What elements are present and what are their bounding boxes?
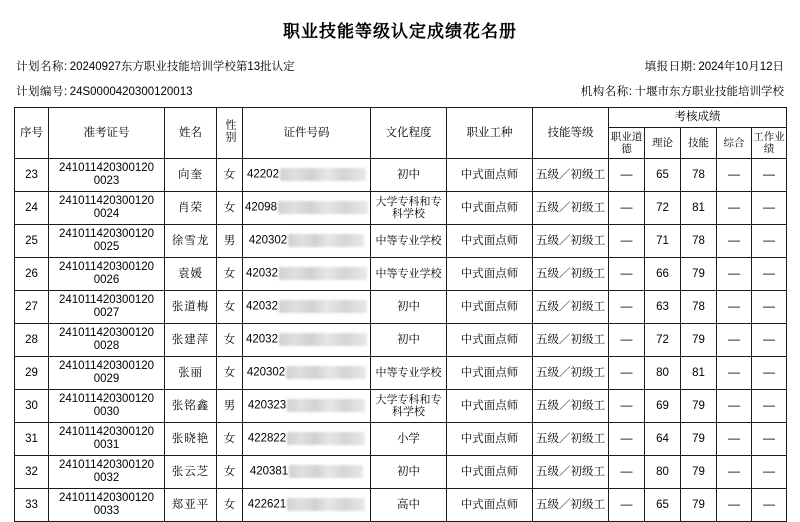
cell-seq: 25 — [15, 225, 49, 258]
table-row — [15, 456, 787, 489]
cell-education: 大学专科和专科学校 — [371, 390, 447, 423]
cell-seq: 29 — [15, 357, 49, 390]
cell-gender: 女 — [217, 258, 243, 291]
cell-id-number — [243, 291, 371, 324]
col-score-ethics — [609, 128, 645, 159]
cell-name: 张云芝 — [165, 456, 217, 489]
cell-score-skill: 78 — [681, 159, 717, 192]
cell-score-skill: 79 — [681, 258, 717, 291]
cell-score-skill: 79 — [681, 456, 717, 489]
col-gender-label: 性别 — [224, 119, 236, 144]
cell-score-performance: — — [752, 258, 787, 291]
cell-exam-no: 241011420300120 0033 — [49, 489, 165, 522]
cell-score-comprehensive: — — [717, 390, 752, 423]
cell-id-number — [243, 456, 371, 489]
cell-exam-no: 241011420300120 0028 — [49, 324, 165, 357]
cell-skill-level: 五级／初级工 — [533, 456, 609, 489]
id-number-prefix: 42202 — [247, 169, 279, 181]
id-number-prefix: 42032 — [246, 334, 278, 346]
cell-score-ethics: — — [609, 390, 645, 423]
org-name-value: 十堰市东方职业技能培训学校 — [634, 86, 784, 98]
cell-score-comprehensive: — — [717, 423, 752, 456]
table-row — [15, 357, 787, 390]
col-score-ethics-label: 职业道德 — [610, 131, 643, 156]
cell-score-theory: 65 — [645, 159, 681, 192]
cell-education: 中等专业学校 — [371, 225, 447, 258]
cell-exam-no: 241011420300120 0024 — [49, 192, 165, 225]
cell-score-performance: — — [752, 456, 787, 489]
col-gender — [217, 108, 243, 159]
cell-name: 徐雪龙 — [165, 225, 217, 258]
cell-id-number — [243, 192, 371, 225]
col-occupation: 职业工种 — [447, 108, 533, 159]
id-number-prefix: 420323 — [247, 400, 287, 412]
cell-score-skill: 81 — [681, 192, 717, 225]
cell-id-number — [243, 324, 371, 357]
cell-gender: 女 — [217, 489, 243, 522]
cell-skill-level: 五级／初级工 — [533, 489, 609, 522]
cell-occupation: 中式面点师 — [447, 324, 533, 357]
cell-score-comprehensive: — — [717, 456, 752, 489]
cell-score-comprehensive: — — [717, 291, 752, 324]
cell-score-skill: 79 — [681, 324, 717, 357]
cell-gender: 男 — [217, 225, 243, 258]
cell-score-comprehensive: — — [717, 357, 752, 390]
roster-table — [14, 107, 787, 522]
id-number-redacted — [286, 366, 366, 379]
cell-score-performance: — — [752, 357, 787, 390]
cell-seq: 33 — [15, 489, 49, 522]
cell-score-performance: — — [752, 225, 787, 258]
id-number-redacted — [287, 498, 365, 511]
report-date — [645, 58, 784, 74]
cell-score-ethics: — — [609, 456, 645, 489]
col-seq: 序号 — [15, 108, 49, 159]
table-row — [15, 291, 787, 324]
cell-occupation: 中式面点师 — [447, 357, 533, 390]
id-number-prefix: 42032 — [246, 301, 278, 313]
cell-score-theory: 64 — [645, 423, 681, 456]
cell-name: 张晓艳 — [165, 423, 217, 456]
cell-education: 初中 — [371, 324, 447, 357]
cell-score-ethics: — — [609, 291, 645, 324]
id-number-prefix: 422621 — [247, 499, 287, 511]
meta-row-code — [16, 83, 784, 99]
col-score-skill: 技能 — [681, 128, 717, 159]
cell-score-comprehensive: — — [717, 489, 752, 522]
id-number-redacted — [287, 432, 365, 445]
cell-seq: 28 — [15, 324, 49, 357]
col-education: 文化程度 — [371, 108, 447, 159]
cell-id-number — [243, 225, 371, 258]
cell-education: 初中 — [371, 291, 447, 324]
cell-score-performance: — — [752, 291, 787, 324]
cell-score-theory: 71 — [645, 225, 681, 258]
id-number-prefix: 42098 — [245, 202, 277, 214]
report-date-value: 2024年10月12日 — [698, 61, 784, 73]
cell-exam-no: 241011420300120 0023 — [49, 159, 165, 192]
id-number-redacted — [287, 399, 365, 412]
id-number-prefix: 420302 — [246, 367, 286, 379]
col-score-comprehensive: 综合 — [717, 128, 752, 159]
cell-score-theory: 80 — [645, 456, 681, 489]
cell-score-theory: 69 — [645, 390, 681, 423]
cell-skill-level: 五级／初级工 — [533, 258, 609, 291]
plan-name-label: 计划名称: — [16, 61, 68, 73]
cell-skill-level: 五级／初级工 — [533, 390, 609, 423]
cell-name: 张道梅 — [165, 291, 217, 324]
cell-score-ethics: — — [609, 225, 645, 258]
cell-occupation: 中式面点师 — [447, 489, 533, 522]
cell-gender: 女 — [217, 423, 243, 456]
cell-occupation: 中式面点师 — [447, 456, 533, 489]
col-score-performance — [752, 128, 787, 159]
cell-skill-level: 五级／初级工 — [533, 192, 609, 225]
cell-education: 中等专业学校 — [371, 258, 447, 291]
id-number-prefix: 420302 — [248, 235, 288, 247]
cell-skill-level: 五级／初级工 — [533, 159, 609, 192]
id-number-redacted — [288, 234, 364, 247]
cell-score-comprehensive: — — [717, 225, 752, 258]
cell-score-theory: 72 — [645, 192, 681, 225]
document-page — [0, 17, 800, 518]
cell-gender: 女 — [217, 192, 243, 225]
cell-score-skill: 78 — [681, 291, 717, 324]
cell-score-ethics: — — [609, 159, 645, 192]
table-row — [15, 489, 787, 522]
cell-education: 初中 — [371, 456, 447, 489]
cell-id-number — [243, 390, 371, 423]
cell-occupation: 中式面点师 — [447, 291, 533, 324]
table-row — [15, 390, 787, 423]
cell-score-skill: 79 — [681, 489, 717, 522]
cell-score-theory: 72 — [645, 324, 681, 357]
cell-score-ethics: — — [609, 357, 645, 390]
cell-id-number — [243, 258, 371, 291]
cell-skill-level: 五级／初级工 — [533, 225, 609, 258]
cell-occupation: 中式面点师 — [447, 192, 533, 225]
cell-skill-level: 五级／初级工 — [533, 324, 609, 357]
col-name: 姓名 — [165, 108, 217, 159]
cell-name: 张铭鑫 — [165, 390, 217, 423]
cell-score-comprehensive: — — [717, 159, 752, 192]
cell-score-theory: 65 — [645, 489, 681, 522]
cell-score-performance: — — [752, 324, 787, 357]
cell-seq: 27 — [15, 291, 49, 324]
plan-code-value: 24S0000420300120013 — [69, 86, 193, 98]
cell-occupation: 中式面点师 — [447, 423, 533, 456]
cell-score-performance: — — [752, 489, 787, 522]
cell-gender: 女 — [217, 324, 243, 357]
cell-score-skill: 79 — [681, 423, 717, 456]
col-exam-scores: 考核成绩 — [609, 108, 787, 128]
cell-exam-no: 241011420300120 0026 — [49, 258, 165, 291]
cell-occupation: 中式面点师 — [447, 258, 533, 291]
cell-score-comprehensive: — — [717, 258, 752, 291]
cell-exam-no: 241011420300120 0032 — [49, 456, 165, 489]
cell-education: 高中 — [371, 489, 447, 522]
cell-seq: 24 — [15, 192, 49, 225]
cell-id-number — [243, 423, 371, 456]
report-date-label: 填报日期: — [644, 61, 697, 73]
cell-gender: 女 — [217, 159, 243, 192]
cell-exam-no: 241011420300120 0031 — [49, 423, 165, 456]
cell-score-theory: 63 — [645, 291, 681, 324]
cell-occupation: 中式面点师 — [447, 225, 533, 258]
cell-score-performance: — — [752, 423, 787, 456]
cell-name: 袁媛 — [165, 258, 217, 291]
cell-name: 向奎 — [165, 159, 217, 192]
cell-seq: 32 — [15, 456, 49, 489]
cell-score-ethics: — — [609, 423, 645, 456]
table-body — [15, 159, 787, 522]
table-row — [15, 324, 787, 357]
id-number-redacted — [289, 465, 363, 478]
cell-name: 张建萍 — [165, 324, 217, 357]
cell-gender: 女 — [217, 456, 243, 489]
table-header — [15, 108, 787, 159]
plan-name-value: 20240927东方职业技能培训学校第13批认定 — [69, 61, 295, 73]
cell-score-comprehensive: — — [717, 192, 752, 225]
col-score-theory: 理论 — [645, 128, 681, 159]
table-row — [15, 225, 787, 258]
id-number-redacted — [279, 333, 367, 346]
table-row — [15, 159, 787, 192]
cell-exam-no: 241011420300120 0027 — [49, 291, 165, 324]
col-score-performance-label: 工作业绩 — [753, 131, 785, 156]
plan-code — [16, 83, 193, 99]
page-title: 职业技能等级认定成绩花名册 — [283, 22, 517, 41]
cell-seq: 23 — [15, 159, 49, 192]
cell-education: 中等专业学校 — [371, 357, 447, 390]
cell-score-ethics: — — [609, 258, 645, 291]
cell-id-number — [243, 489, 371, 522]
cell-seq: 30 — [15, 390, 49, 423]
cell-gender: 女 — [217, 291, 243, 324]
cell-skill-level: 五级／初级工 — [533, 423, 609, 456]
plan-code-label: 计划编号: — [16, 86, 68, 98]
id-number-redacted — [280, 168, 366, 181]
cell-score-performance: — — [752, 159, 787, 192]
cell-gender: 男 — [217, 390, 243, 423]
col-exam-no: 准考证号 — [49, 108, 165, 159]
cell-name: 郑亚平 — [165, 489, 217, 522]
cell-score-performance: — — [752, 390, 787, 423]
org-name-label: 机构名称: — [580, 86, 633, 98]
cell-score-ethics: — — [609, 324, 645, 357]
cell-score-ethics: — — [609, 192, 645, 225]
cell-id-number — [243, 159, 371, 192]
cell-exam-no: 241011420300120 0029 — [49, 357, 165, 390]
plan-name — [16, 58, 295, 74]
cell-exam-no: 241011420300120 0030 — [49, 390, 165, 423]
cell-name: 张丽 — [165, 357, 217, 390]
table-row — [15, 192, 787, 225]
cell-score-theory: 80 — [645, 357, 681, 390]
cell-score-skill: 78 — [681, 225, 717, 258]
cell-score-performance: — — [752, 192, 787, 225]
cell-id-number — [243, 357, 371, 390]
id-number-redacted — [278, 201, 368, 214]
meta-row-plan — [16, 58, 784, 74]
cell-exam-no: 241011420300120 0025 — [49, 225, 165, 258]
cell-seq: 31 — [15, 423, 49, 456]
id-number-redacted — [279, 300, 367, 313]
table-row — [15, 423, 787, 456]
col-id-number: 证件号码 — [243, 108, 371, 159]
cell-occupation: 中式面点师 — [447, 159, 533, 192]
id-number-prefix: 420381 — [249, 466, 289, 478]
cell-score-skill: 81 — [681, 357, 717, 390]
cell-score-skill: 79 — [681, 390, 717, 423]
cell-skill-level: 五级／初级工 — [533, 357, 609, 390]
cell-seq: 26 — [15, 258, 49, 291]
org-name — [581, 83, 784, 99]
cell-name: 肖荣 — [165, 192, 217, 225]
cell-skill-level: 五级／初级工 — [533, 291, 609, 324]
cell-occupation: 中式面点师 — [447, 390, 533, 423]
cell-gender: 女 — [217, 357, 243, 390]
id-number-prefix: 42032 — [246, 268, 278, 280]
col-skill-level: 技能等级 — [533, 108, 609, 159]
cell-education: 大学专科和专科学校 — [371, 192, 447, 225]
cell-score-theory: 66 — [645, 258, 681, 291]
header-row-1 — [15, 108, 787, 128]
cell-score-comprehensive: — — [717, 324, 752, 357]
cell-education: 初中 — [371, 159, 447, 192]
cell-score-ethics: — — [609, 489, 645, 522]
id-number-prefix: 422822 — [247, 433, 287, 445]
id-number-redacted — [279, 267, 367, 280]
cell-education: 小学 — [371, 423, 447, 456]
table-row — [15, 258, 787, 291]
